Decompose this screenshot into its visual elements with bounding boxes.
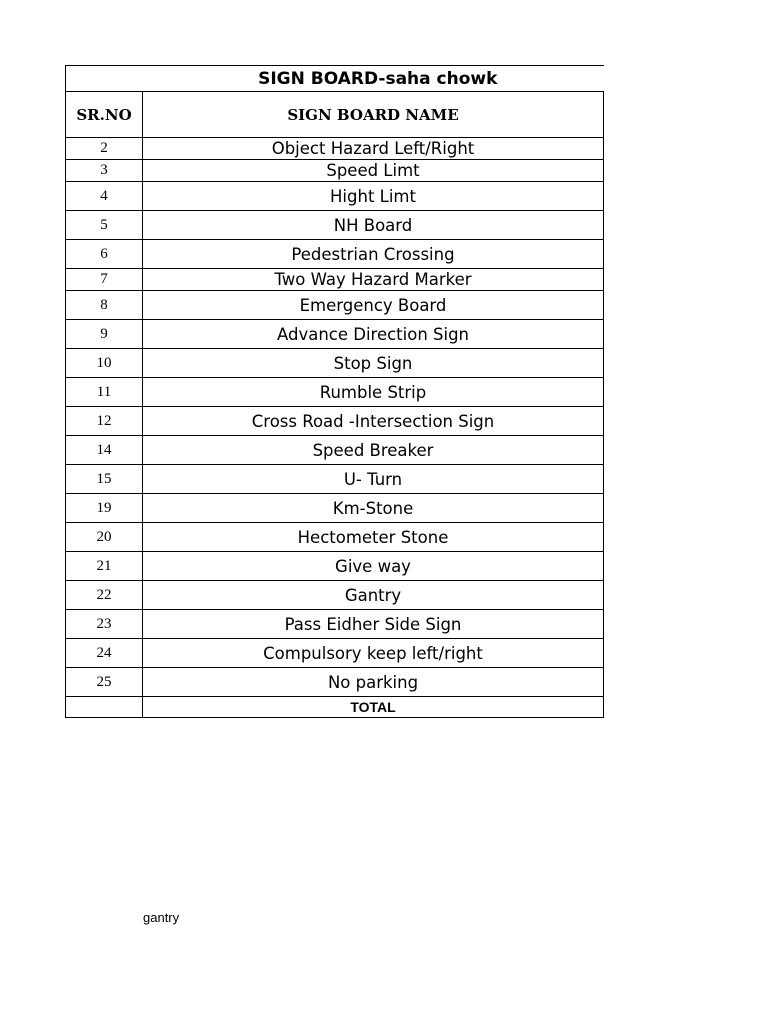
sign-board-name-cell: NH Board <box>143 211 604 240</box>
sign-board-name-cell: Km-Stone <box>143 494 604 523</box>
header-row <box>66 92 604 138</box>
table-title: SIGN BOARD-saha chowk <box>258 68 498 89</box>
table-row <box>66 407 604 436</box>
sign-board-name-cell: Object Hazard Left/Right <box>143 138 604 160</box>
sign-board-name-cell: No parking <box>143 668 604 697</box>
sign-board-name-cell: Speed Breaker <box>143 436 604 465</box>
sign-board-name-cell: Emergency Board <box>143 291 604 320</box>
sign-board-name-cell: Rumble Strip <box>143 378 604 407</box>
title-row <box>66 66 604 92</box>
header-sign-board-name: SIGN BOARD NAME <box>143 92 604 138</box>
table-row <box>66 160 604 182</box>
table-row <box>66 581 604 610</box>
sign-board-name-cell: Compulsory keep left/right <box>143 639 604 668</box>
table-row <box>66 211 604 240</box>
table-row <box>66 523 604 552</box>
sign-board-name-cell: Hight Limt <box>143 182 604 211</box>
total-row <box>66 697 604 718</box>
sign-board-name-cell: Speed Limt <box>143 160 604 182</box>
sr-no-cell: 19 <box>66 494 143 523</box>
table-row <box>66 378 604 407</box>
sr-no-cell: 11 <box>66 378 143 407</box>
table-row <box>66 465 604 494</box>
sr-no-cell: 24 <box>66 639 143 668</box>
sign-board-table <box>65 65 604 718</box>
header-sr-no: SR.NO <box>66 92 143 138</box>
sr-no-cell: 21 <box>66 552 143 581</box>
table-title-cell <box>66 66 604 92</box>
sr-no-cell: 20 <box>66 523 143 552</box>
sign-board-name-cell: Two Way Hazard Marker <box>143 269 604 291</box>
sr-no-cell: 9 <box>66 320 143 349</box>
sign-board-name-cell: Give way <box>143 552 604 581</box>
sr-no-cell: 6 <box>66 240 143 269</box>
sr-no-cell: 15 <box>66 465 143 494</box>
table-row <box>66 610 604 639</box>
sr-no-cell: 3 <box>66 160 143 182</box>
sr-no-cell: 2 <box>66 138 143 160</box>
table-row <box>66 291 604 320</box>
table-row <box>66 552 604 581</box>
total-label: TOTAL <box>143 697 604 718</box>
sr-no-cell: 7 <box>66 269 143 291</box>
sign-board-name-cell: Advance Direction Sign <box>143 320 604 349</box>
table-row <box>66 240 604 269</box>
sr-no-cell: 8 <box>66 291 143 320</box>
table-row <box>66 182 604 211</box>
table-row <box>66 494 604 523</box>
table-row <box>66 269 604 291</box>
table-row <box>66 349 604 378</box>
sign-board-name-cell: Pedestrian Crossing <box>143 240 604 269</box>
footnote-text: gantry <box>143 910 180 925</box>
sr-no-cell: 14 <box>66 436 143 465</box>
sr-no-cell: 22 <box>66 581 143 610</box>
table-row <box>66 436 604 465</box>
sign-board-name-cell: Gantry <box>143 581 604 610</box>
table-row <box>66 320 604 349</box>
sr-no-cell: 12 <box>66 407 143 436</box>
sr-no-cell: 25 <box>66 668 143 697</box>
sr-no-cell: 5 <box>66 211 143 240</box>
sr-no-cell: 4 <box>66 182 143 211</box>
sign-board-name-cell: Pass Eidher Side Sign <box>143 610 604 639</box>
sr-no-cell: 10 <box>66 349 143 378</box>
sign-board-name-cell: Stop Sign <box>143 349 604 378</box>
sign-board-name-cell: Hectometer Stone <box>143 523 604 552</box>
table-row <box>66 138 604 160</box>
table-row <box>66 668 604 697</box>
table-row <box>66 639 604 668</box>
sign-board-name-cell: U- Turn <box>143 465 604 494</box>
sr-no-cell: 23 <box>66 610 143 639</box>
sign-board-name-cell: Cross Road -Intersection Sign <box>143 407 604 436</box>
total-empty-cell <box>66 697 143 718</box>
